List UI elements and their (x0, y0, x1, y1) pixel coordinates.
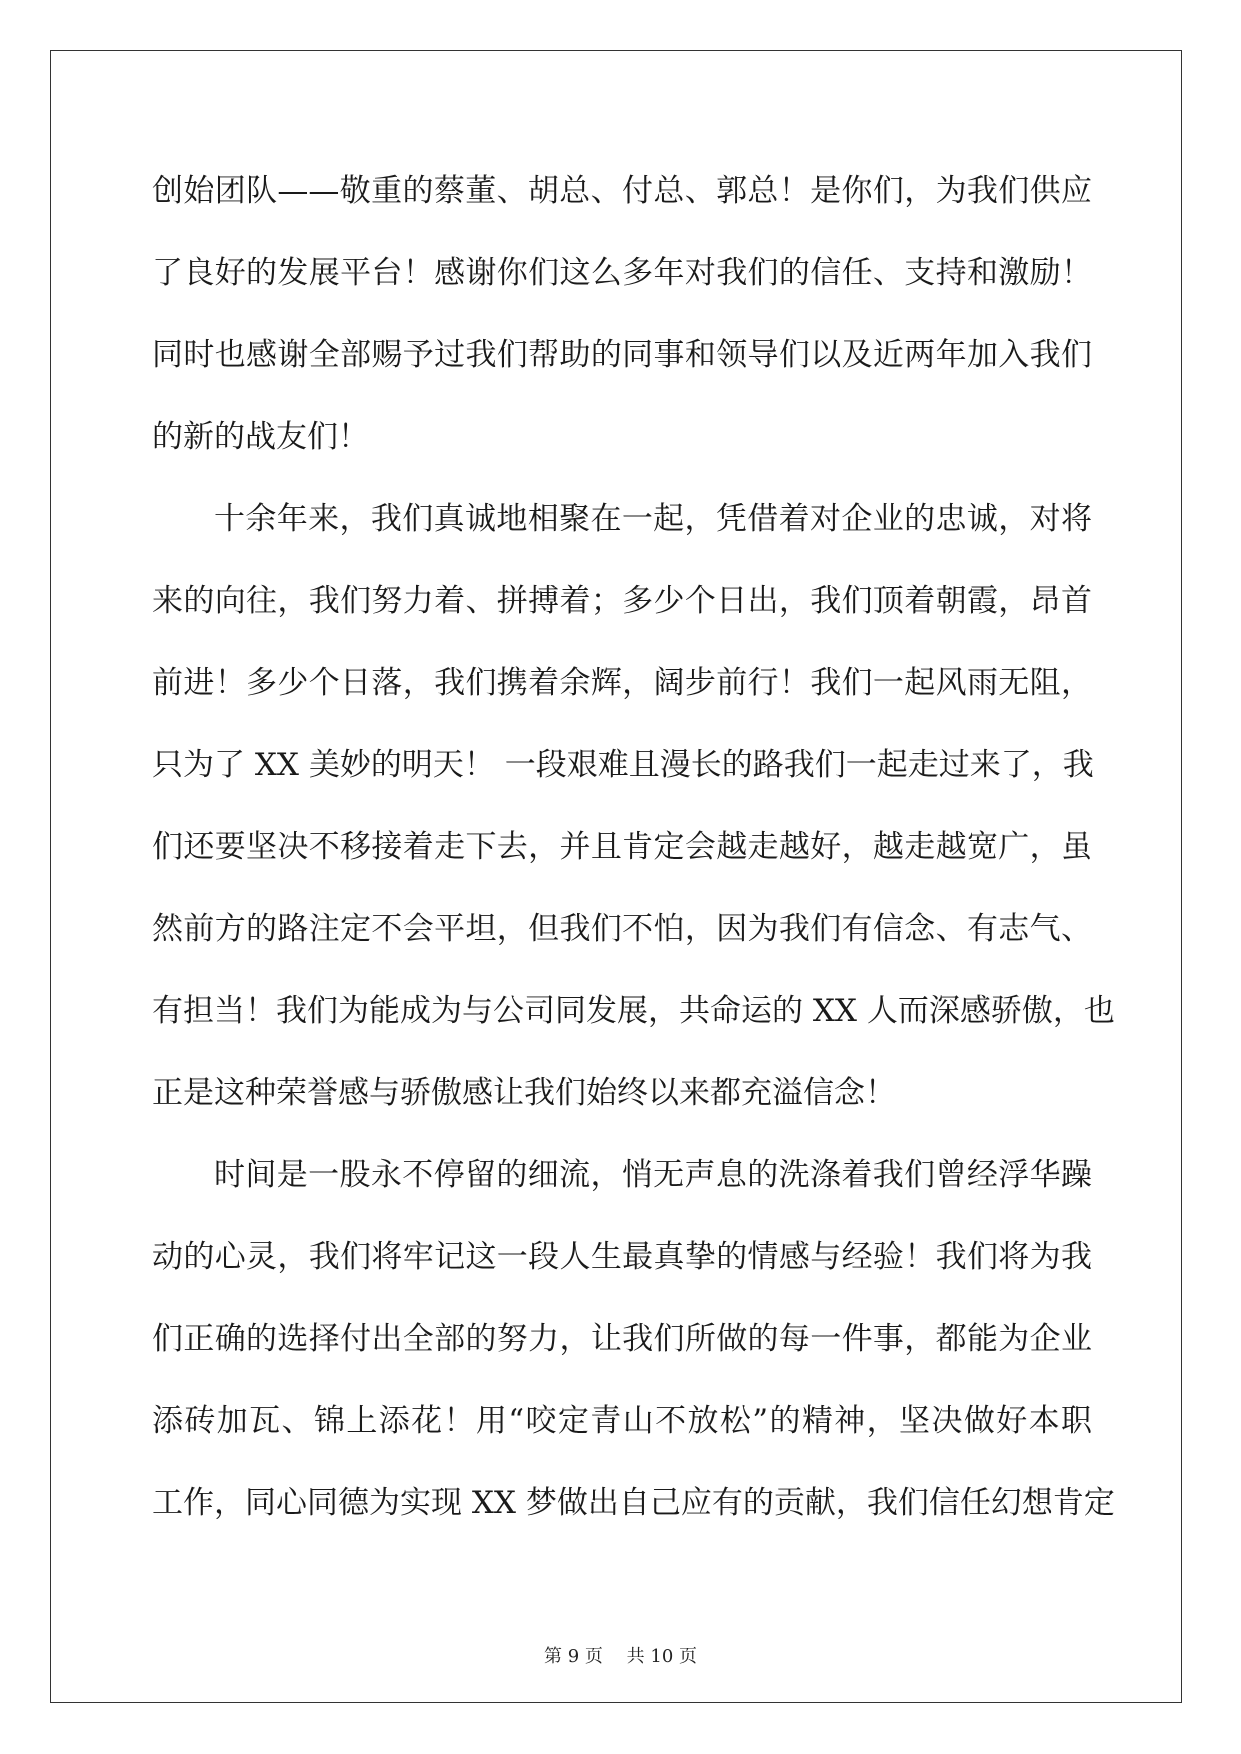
document-body (152, 150, 1115, 1544)
text-line: 工作，同心同德为实现 XX 梦做出自己应有的贡献，我们信任幻想肯定 (152, 1485, 1115, 1521)
text-line: 了良好的发展平台！感谢你们这么多年对我们的信任、支持和激励！ (152, 255, 1092, 291)
text-line: 添砖加瓦、锦上添花！用“咬定青山不放松”的精神，坚决做好本职 (152, 1403, 1092, 1439)
text-line: 们正确的选择付出全部的努力，让我们所做的每一件事，都能为企业 (152, 1321, 1092, 1357)
text-line: 的新的战友们！ (152, 419, 369, 455)
text-line: 来的向往，我们努力着、拼搏着；多少个日出，我们顶着朝霞，昂首 (152, 583, 1092, 619)
page-number: 第 9 页 (544, 1646, 603, 1667)
text-line: 十余年来，我们真诚地相聚在一起，凭借着对企业的忠诚，对将 (214, 501, 1092, 537)
text-line: 创始团队——敬重的蔡董、胡总、付总、郭总！是你们，为我们供应 (152, 173, 1092, 209)
text-line: 然前方的路注定不会平坦，但我们不怕，因为我们有信念、有志气、 (152, 911, 1092, 947)
text-line: 前进！多少个日落，我们携着余辉，阔步前行！我们一起风雨无阻， (152, 665, 1092, 701)
text-line: 同时也感谢全部赐予过我们帮助的同事和领导们以及近两年加入我们 (152, 337, 1092, 373)
text-line: 正是这种荣誉感与骄傲感让我们始终以来都充溢信念！ (152, 1075, 896, 1111)
text-line: 们还要坚决不移接着走下去，并且肯定会越走越好，越走越宽广，虽 (152, 829, 1092, 865)
text-line: 只为了 XX 美妙的明天！ 一段艰难且漫长的路我们一起走过来了，我 (152, 747, 1094, 783)
text-line: 有担当！我们为能成为与公司同发展，共命运的 XX 人而深感骄傲，也 (152, 993, 1115, 1029)
text-line: 动的心灵，我们将牢记这一段人生最真挚的情感与经验！我们将为我 (152, 1239, 1092, 1275)
page-total: 共 10 页 (626, 1646, 697, 1667)
page-footer (0, 1645, 1241, 1669)
text-line: 时间是一股永不停留的细流，悄无声息的洗涤着我们曾经浮华躁 (214, 1157, 1092, 1193)
